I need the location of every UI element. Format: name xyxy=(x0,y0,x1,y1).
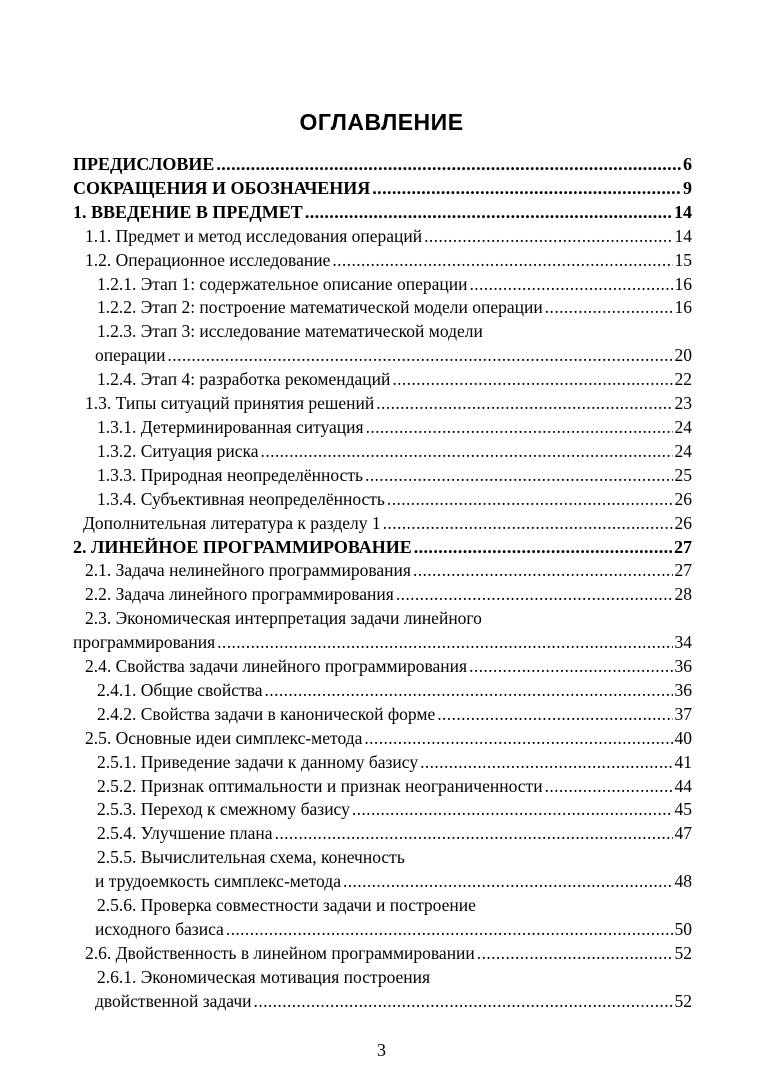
toc-entry-title: 2.4. Свойства задачи линейного программирования xyxy=(85,656,468,677)
toc-entry[interactable] xyxy=(73,512,692,536)
toc-entry[interactable] xyxy=(73,703,692,727)
toc-entry-page: 52 xyxy=(674,942,692,963)
toc-entry[interactable] xyxy=(73,273,692,297)
dot-leader xyxy=(217,631,672,655)
dot-leader xyxy=(477,942,673,966)
toc-entry-title-line1: 2.3. Экономическая интерпретация задачи линейного xyxy=(85,608,482,629)
toc-entry-title: 1.3.2. Ситуация риска xyxy=(97,440,259,461)
toc-entry-page: 15 xyxy=(674,249,692,270)
dot-leader xyxy=(305,201,672,225)
toc-entry-title: 2.5. Основные идеи симплекс-метода xyxy=(85,727,363,748)
toc-entry-title-line1: 2.5.6. Проверка совместности задачи и построение xyxy=(97,895,476,916)
dot-leader xyxy=(545,775,673,799)
toc-entry[interactable] xyxy=(73,966,692,1014)
toc-entry[interactable] xyxy=(73,822,692,846)
toc-entry-page: 40 xyxy=(674,727,692,748)
toc-entry-title: 1. ВВЕДЕНИЕ В ПРЕДМЕТ xyxy=(73,201,303,222)
toc-entry-title: 2.2. Задача линейного программирования xyxy=(85,584,394,605)
toc-entry-title: ПРЕДИСЛОВИЕ xyxy=(73,154,215,174)
toc-entry-page: 36 xyxy=(674,679,692,700)
toc-entry-page: 24 xyxy=(674,440,692,461)
toc-entry-page: 25 xyxy=(674,464,692,485)
toc-entry[interactable] xyxy=(73,320,692,368)
toc-entry-title: исходного базиса xyxy=(95,919,224,939)
toc-entry-page: 48 xyxy=(674,871,692,892)
toc-entry-title: 1.1. Предмет и метод исследования операций xyxy=(85,225,423,246)
toc-entry-title: 1.3. Типы ситуаций принятия решений xyxy=(85,393,375,414)
toc-entry[interactable] xyxy=(73,488,692,512)
toc-entry[interactable] xyxy=(73,559,692,583)
toc-entry[interactable] xyxy=(73,894,692,942)
toc-entry-title: 2.5.1. Приведение задачи к данному базису xyxy=(97,751,419,772)
dot-leader xyxy=(372,177,681,201)
dot-leader xyxy=(254,990,673,1014)
dot-leader xyxy=(387,488,673,512)
dot-leader xyxy=(376,392,672,416)
toc-entry-title: 2.5.4. Улучшение плана xyxy=(97,823,273,844)
dot-leader xyxy=(413,559,673,583)
toc-entry-title-line1: 1.2.3. Этап 3: исследование математической модели xyxy=(97,321,483,342)
toc-entry-page: 36 xyxy=(674,656,692,677)
toc-entry-page: 14 xyxy=(674,201,692,222)
toc-entry[interactable] xyxy=(73,536,692,560)
toc-entry[interactable] xyxy=(73,177,692,201)
toc-entry-title: 1.3.4. Субъективная неопределённость xyxy=(97,488,385,509)
dot-leader xyxy=(392,368,672,392)
toc-entry-title: 1.2.2. Этап 2: построение математической модели операции xyxy=(97,297,543,318)
toc-entry[interactable] xyxy=(73,583,692,607)
toc-entry-page: 44 xyxy=(674,775,692,796)
toc-entry-title: 1.3.1. Детерминированная ситуация xyxy=(97,416,364,437)
toc-entry[interactable] xyxy=(73,775,692,799)
toc-entry-page: 34 xyxy=(674,632,692,653)
toc-entry-page: 22 xyxy=(674,369,692,390)
page-title: ОГЛАВЛЕНИЕ xyxy=(299,109,464,135)
dot-leader xyxy=(216,153,681,177)
toc-entry-page: 26 xyxy=(674,512,692,533)
dot-leader xyxy=(383,512,673,536)
toc-entry-page: 27 xyxy=(674,560,692,581)
page-number: 3 xyxy=(377,1040,386,1060)
toc-entry-page: 16 xyxy=(674,273,692,294)
toc-entry[interactable] xyxy=(73,798,692,822)
toc-entry-page: 16 xyxy=(674,297,692,318)
toc-entry-title: 2.6. Двойственность в линейном программировании xyxy=(85,942,475,963)
dot-leader xyxy=(343,870,673,894)
toc-entry-page: 50 xyxy=(674,919,692,939)
toc-entry-title: операции xyxy=(95,345,166,366)
toc-entry-title: 2.4.2. Свойства задачи в канонической форме xyxy=(97,703,436,724)
dot-leader xyxy=(469,655,672,679)
dot-leader xyxy=(226,918,673,942)
toc-entry-page: 45 xyxy=(674,799,692,820)
toc-entry-page: 14 xyxy=(674,225,692,246)
toc-entry-page: 20 xyxy=(674,345,692,366)
toc-entry-title-line1: 2.6.1. Экономическая мотивация построения xyxy=(97,966,431,987)
toc-entry-page: 26 xyxy=(674,488,692,509)
dot-leader xyxy=(366,416,673,440)
dot-leader xyxy=(424,225,672,249)
toc-entry-page: 24 xyxy=(674,416,692,437)
toc-entry[interactable] xyxy=(73,942,692,966)
toc-entry-page: 47 xyxy=(674,823,692,844)
toc-entry-page: 37 xyxy=(674,703,692,724)
dot-leader xyxy=(261,440,673,464)
dot-leader xyxy=(275,822,673,846)
dot-leader xyxy=(365,464,673,488)
dot-leader xyxy=(332,249,672,273)
toc-entry-page: 41 xyxy=(674,751,692,772)
toc-entry-title-line1: 2.5.5. Вычислительная схема, конечность xyxy=(97,847,405,868)
toc-entry[interactable] xyxy=(73,679,692,703)
toc-entry-title: Дополнительная литература к разделу 1 xyxy=(83,512,381,533)
toc-entry[interactable] xyxy=(73,368,692,392)
toc-entry[interactable] xyxy=(73,225,692,249)
dot-leader xyxy=(437,703,672,727)
toc-entry-title: программирования xyxy=(73,632,216,653)
toc-entry[interactable] xyxy=(73,416,692,440)
toc-entry-title: двойственной задачи xyxy=(95,990,252,1011)
toc-entry[interactable] xyxy=(73,727,692,751)
toc-entry-page: 23 xyxy=(674,393,692,414)
toc-entry[interactable] xyxy=(73,153,692,177)
toc-entry-title: 1.2.1. Этап 1: содержательное описание операции xyxy=(97,273,468,294)
toc-entry[interactable] xyxy=(73,249,692,273)
toc-entry-title: СОКРАЩЕНИЯ И ОБОЗНАЧЕНИЯ xyxy=(73,177,371,198)
toc-entry-title: 2.1. Задача нелинейного программирования xyxy=(85,560,411,581)
toc-entry-page: 6 xyxy=(683,154,692,174)
toc-entry-title: 2. ЛИНЕЙНОЕ ПРОГРАММИРОВАНИЕ xyxy=(73,536,412,557)
toc-entry-page: 9 xyxy=(683,177,692,198)
toc-entry-title: 2.5.3. Переход к смежному базису xyxy=(97,799,350,820)
toc-entry[interactable] xyxy=(73,440,692,464)
toc-entry[interactable] xyxy=(73,846,692,894)
toc-entry[interactable] xyxy=(73,607,692,655)
toc-entry-title: 2.5.2. Признак оптимальности и признак неограниченности xyxy=(97,775,543,796)
dot-leader xyxy=(364,727,672,751)
toc-entry[interactable] xyxy=(73,655,692,679)
toc-entry[interactable] xyxy=(73,392,692,416)
toc-entry[interactable] xyxy=(73,751,692,775)
dot-leader xyxy=(545,296,673,320)
toc-entry-title: 1.3.3. Природная неопределённость xyxy=(97,464,363,485)
dot-leader xyxy=(168,344,673,368)
toc-entry-page: 28 xyxy=(674,584,692,605)
toc-entry-title: 1.2.4. Этап 4: разработка рекомендаций xyxy=(97,369,391,390)
toc-entry-page: 52 xyxy=(674,990,692,1011)
dot-leader xyxy=(420,751,672,775)
dot-leader xyxy=(469,273,672,297)
toc-entry-title: и трудоемкость симплекс-метода xyxy=(95,871,341,892)
dot-leader xyxy=(265,679,673,703)
dot-leader xyxy=(352,798,673,822)
toc-entry-title: 1.2. Операционное исследование xyxy=(85,249,331,270)
toc-entry[interactable] xyxy=(73,201,692,225)
toc-entry-title: 2.4.1. Общие свойства xyxy=(97,679,263,700)
toc-entry-page: 27 xyxy=(674,536,692,557)
dot-leader xyxy=(396,583,673,607)
dot-leader xyxy=(414,536,672,560)
toc-entry[interactable] xyxy=(73,296,692,320)
table-of-contents xyxy=(73,153,692,1014)
toc-entry[interactable] xyxy=(73,464,692,488)
